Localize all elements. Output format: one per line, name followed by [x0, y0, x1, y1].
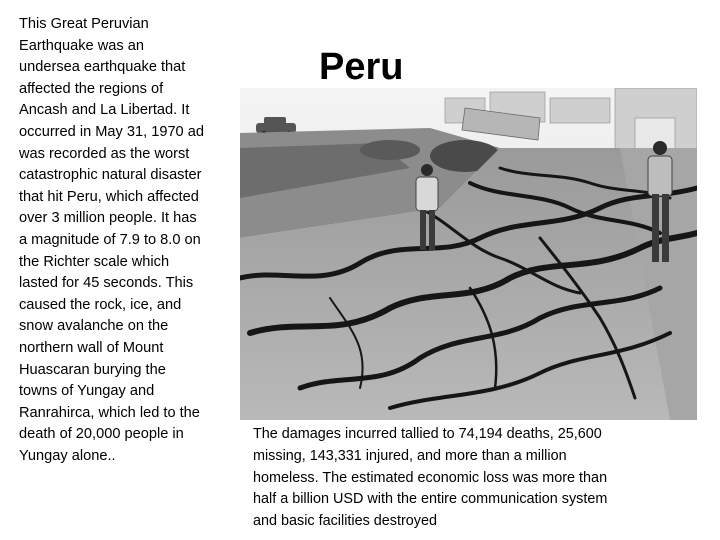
body-text: This Great Peruvian Earthquake was an undersea earthquake that affected the regions of Ancash and La Libertad. It occurred in May 31, 1970 ad was recorded as the worst catastrophic natural disaster that hit Peru, which affected over 3 million people. It has a magnitude of 7.9 to 8.0 on the Richter scale which lasted for 45 seconds. This caused the rock, ice, and snow avalanche on the northern wall of Mount Huascaran burying the towns of Yungay and Ranrahirca, which led to the death of 20,000 people in Yungay alone..: [19, 16, 204, 464]
earthquake-cracked-road-photo: [240, 88, 697, 420]
slide-title: Peru: [319, 46, 404, 88]
damage-caption: The damages incurred tallied to 74,194 deaths, 25,600 missing, 143,331 injured, and more than a million homeless. The estimated economic loss was more than half a billion USD with the entire communication system and basic facilities destroyed: [253, 426, 608, 530]
